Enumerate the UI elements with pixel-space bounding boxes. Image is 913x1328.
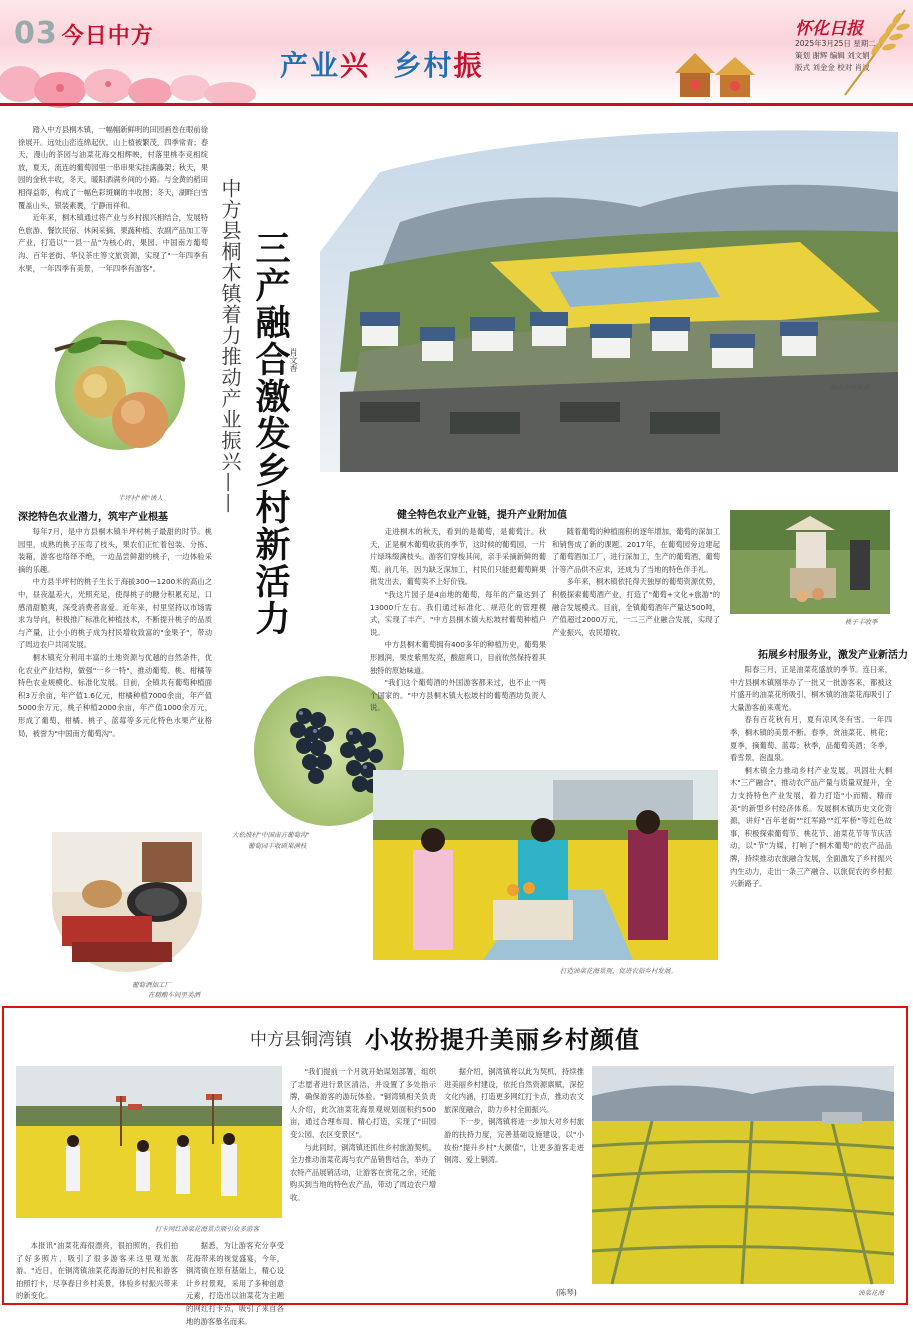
peach-picking-photo xyxy=(730,510,890,614)
article-author: 肖文香 xyxy=(289,348,298,372)
section-heading: 深挖特色农业潜力，筑牢产业根基 xyxy=(18,512,168,523)
section-banner: 产业兴 乡村振 xyxy=(280,49,484,82)
photo-caption: 油菜花海 xyxy=(858,1289,884,1297)
page-section-name: 今日中方 xyxy=(61,24,154,49)
tourists-photo xyxy=(16,1066,282,1218)
section-3-text: 阳春三月，正是油菜花盛放的季节。连日来，中方县桐木镇刚举办了一批又一批游客来，都被这片盛开的油菜花所吸引，桐木镇的油菜花海吸引了大量游客前来观光。 春有百花秋有月，夏有凉风冬有雪。一年四季，桐木镇的美景不断。春季，赏油菜花、桃花；夏季，摘葡萄、蓝莓；秋季，品葡萄美酒；冬季，看雪景，泡温泉。 桐木镇全力推动乡村产业发展，巩固壮大桐木"三产融合"，推动农产品产量与质量双提升，全力支持特色产业发展，着力打造"小而精、精而美"的新型乡村经济体系。发展桐木镇历史文化资源，讲好"百年老街""红军路""红军桥"等红色故事，积极探索葡萄节、桃花节、油菜花节等节庆活动，以"节"为媒，打响了"桐木葡萄"的农产品品牌，持续推动农旅融合发展，全面激发了乡村振兴内生动力，走出一条三产融合、以旅促农的乡村振兴新路子。 xyxy=(730,665,892,889)
rapeseed-field-photo xyxy=(373,770,718,960)
peach-blossom-decoration xyxy=(0,56,270,104)
rapeseed-terrace-photo xyxy=(592,1066,894,1284)
wheat-icon xyxy=(835,5,913,100)
photo-caption: 打卡网红油菜花海景点吸引众多游客 xyxy=(155,1225,259,1233)
header-rule xyxy=(0,103,913,106)
photo-caption: 桐木乡村美景 xyxy=(830,384,869,392)
photo-caption: 桃子丰收季 xyxy=(845,618,878,626)
photo-caption: 打造油菜花海景观，促进农旅乡村发展。 xyxy=(560,967,677,975)
bottom-text-col3: 据介绍，铜湾镇将以此为契机，持续推进美丽乡村建设，依托自然资源禀赋，深挖文化内涵，打造更多网红打卡点，推动农文旅深度融合，助力乡村全面振兴。 下一步，铜湾镇将进一步加大对乡村旅游的扶持力度，完善基础设施建设，以"小妆扮"提升乡村"大颜值"，让更多游客走进铜湾、爱上铜湾。 xyxy=(444,1067,584,1165)
wine-factory-photo xyxy=(52,832,202,972)
intro-text: 踏入中方县桐木镇，一幅幅新鲜明的田园画卷在眼前徐徐展开。远处山峦连绵起伏，山上植被繁茂，四季常青；春天，漫山的茶园与油菜花海交相辉映，村落里桃李竞相绽放，夏天，流连的葡萄园里一串串果实挂满藤架；秋天，果园的金秋丰收，冬天，暖阳洒满乡间的小路。与金黄的稻田相得益彰，构成了一幅色彩斑斓的丰收图；冬天，湖畔白雪覆盖山头，银装素裹，宁静而祥和。 近年来，桐木镇通过将产业与乡村振兴相结合，发展特色旅游、餐饮民宿、休闲采摘、果蔬种植、农副产品加工等产业，打造以"一县一品"为核心的，果园、中国南方葡萄沟、百年老街、华仪茶庄等文旅资源，实现了"一年四季有水果，一年四季有美景，一年四季有游客"。 xyxy=(18,125,208,273)
bottom-text-col1: 本报讯"油菜花海很漂亮，很拍照的，我们拍了好多照片，吸引了很多游客来这里观光旅游。"近日，在铜湾镇油菜花海游玩的村民和游客拍照打卡，尽享春日乡村美景，体验乡村振兴带来的新变化。 xyxy=(16,1241,178,1301)
article-subtitle: 中方县铜湾镇 xyxy=(250,1030,352,1050)
photo-caption: 在精酿车间里美酒 xyxy=(148,991,200,999)
editors-line: 策划 谢辉 编辑 刘文娟 xyxy=(795,51,870,60)
section-1-text: 每年7月，是中方县桐木镇半坪村桃子最甜的时节。桃园里，成熟的桃子压弯了枝头，果农们正忙着包装、分拣、装箱，游客也络绎不绝，一边品尝鲜甜的桃子，一边体验采摘的乐趣。 中方县半坪村的桃子生长于海拔300—1200米的高山之中，昼夜温差大，光照充足，使得桃子的糖分积累充足，口感清甜脆爽，深受消费者喜爱。近年来，村里坚持以市场需求为导向，积极推广标准化种植技术，不断提升桃子的品质与产量，让小小的桃子成为村民增收致富的"金果子"，带动了周边农户共同发展。 桐木镇充分利用丰富的土地资源与优越的自然条件，优化农业产业结构，做强"一乡一特"，推动葡萄、桃、柑橘等特色农业规模化、标准化发展。目前，全镇共有葡萄种植面积3万余亩，年产值1.6亿元，柑橘种植7000余亩，年产值5000余万元，桃子种植2000余亩，年产值1000余万元，形成了葡萄、柑橘、桃子、蓝莓等多元化特色水果产业格局，被誉为"中国南方葡萄沟"。 xyxy=(18,527,212,738)
article-author: (陈琴) xyxy=(556,1288,577,1297)
article-title: 小妆扮提升美丽乡村颜值 xyxy=(365,1025,640,1054)
masthead-logo: 怀化日报 xyxy=(795,19,863,39)
article-subtitle: 中方县桐木镇着力推动产业振兴—— xyxy=(218,178,242,514)
editors-line: 版式 刘金金 校对 肖波 xyxy=(795,63,870,72)
photo-caption: 葡萄酒加工厂 xyxy=(132,981,171,989)
section-2-text-col1: 走进桐木的秋天，看到的是葡萄，是葡萄汁。秋天，正是桐木葡萄收获的季节，这时候的葡萄园，一片片绿珠缀满枝头。游客们穿梭其间，亲手采摘新鲜的葡萄。前几年，因为缺乏深加工，村民们只能把葡萄鲜果批发出去，葡萄卖不上好价钱。 "我这片园子是4亩地的葡萄，每年的产量达到了13000斤左右。我们通过标准化、规范化的管理模式，实现了丰产。"中方县桐木镇大松坡村葡萄种植户说。 中方县桐木葡萄拥有400多年的种植历史，葡萄果形圆润，果皮紫黑发亮，酸甜爽口，目前依然保持着其独特的原始味道。 "我们这个葡萄酒的外国游客都来过，也不止一两个国家的。"中方县桐木镇大松坡村的葡萄酒坊负责人说。 xyxy=(370,527,546,713)
section-heading: 健全特色农业产业链，提升产业附加值 xyxy=(397,510,567,521)
page-header xyxy=(0,0,913,104)
photo-caption: 半坪村"桃"诱人 xyxy=(118,494,163,502)
bottom-text-col1b: 据悉，为让游客充分享受花海带来的视觉盛宴，今年，铜湾镇在原有基础上，精心设计乡村景观，采用了多种创意元素，打造出以油菜花为主题的网红打卡点，吸引了来自各地的游客慕名而来。 xyxy=(186,1241,284,1326)
date-line: 2025年3月25日 星期二 xyxy=(795,39,876,48)
granary-illustration xyxy=(660,45,780,100)
photo-caption: 大松坡村"中国南方葡萄沟" xyxy=(232,831,310,839)
village-photo xyxy=(320,112,898,472)
peach-photo xyxy=(55,320,185,450)
page-number: 03 今日中方 xyxy=(14,16,154,51)
article-title: 三产融合激发乡村新活力 xyxy=(250,230,291,637)
section-heading: 拓展乡村服务业，激发产业新活力 xyxy=(758,650,908,661)
photo-caption: 葡萄园丰收硕果满枝 xyxy=(248,842,307,850)
bottom-text-col2: "我们提前一个月就开始谋划部署，组织了志愿者进行景区清洁，并设置了多处指示牌，确保游客的游玩体验。"铜湾镇相关负责人介绍，此次油菜花海景观规划面积约500亩，通过合理布局、精心打造，实现了"田园变公园、农区变景区"。 与此同时，铜湾镇还抓住乡村旅游契机，全力推动油菜花海与农产品销售结合，举办了农特产品展销活动，让游客在赏花之余，还能购买到当地的特色农产品，带动了周边农户增收。 xyxy=(290,1067,436,1202)
section-2-text-col2: 随着葡萄的种植面积的逐年增加，葡萄的深加工和销售成了新的课题。2017年，在葡萄园旁边建起了葡萄酒加工厂，进行深加工，生产的葡萄酒、葡萄汁等产品供不应求，还成为了当地的特色伴手礼。 多年来，桐木镇依托得天独厚的葡萄资源优势，积极探索葡萄酒产业，打造了"葡萄+文化+旅游"的融合发展模式。目前，全镇葡萄酒年产量达500吨，产值超过2000万元，一二三产业融合发展，实现了产业振兴，农民增收。 xyxy=(552,527,720,637)
